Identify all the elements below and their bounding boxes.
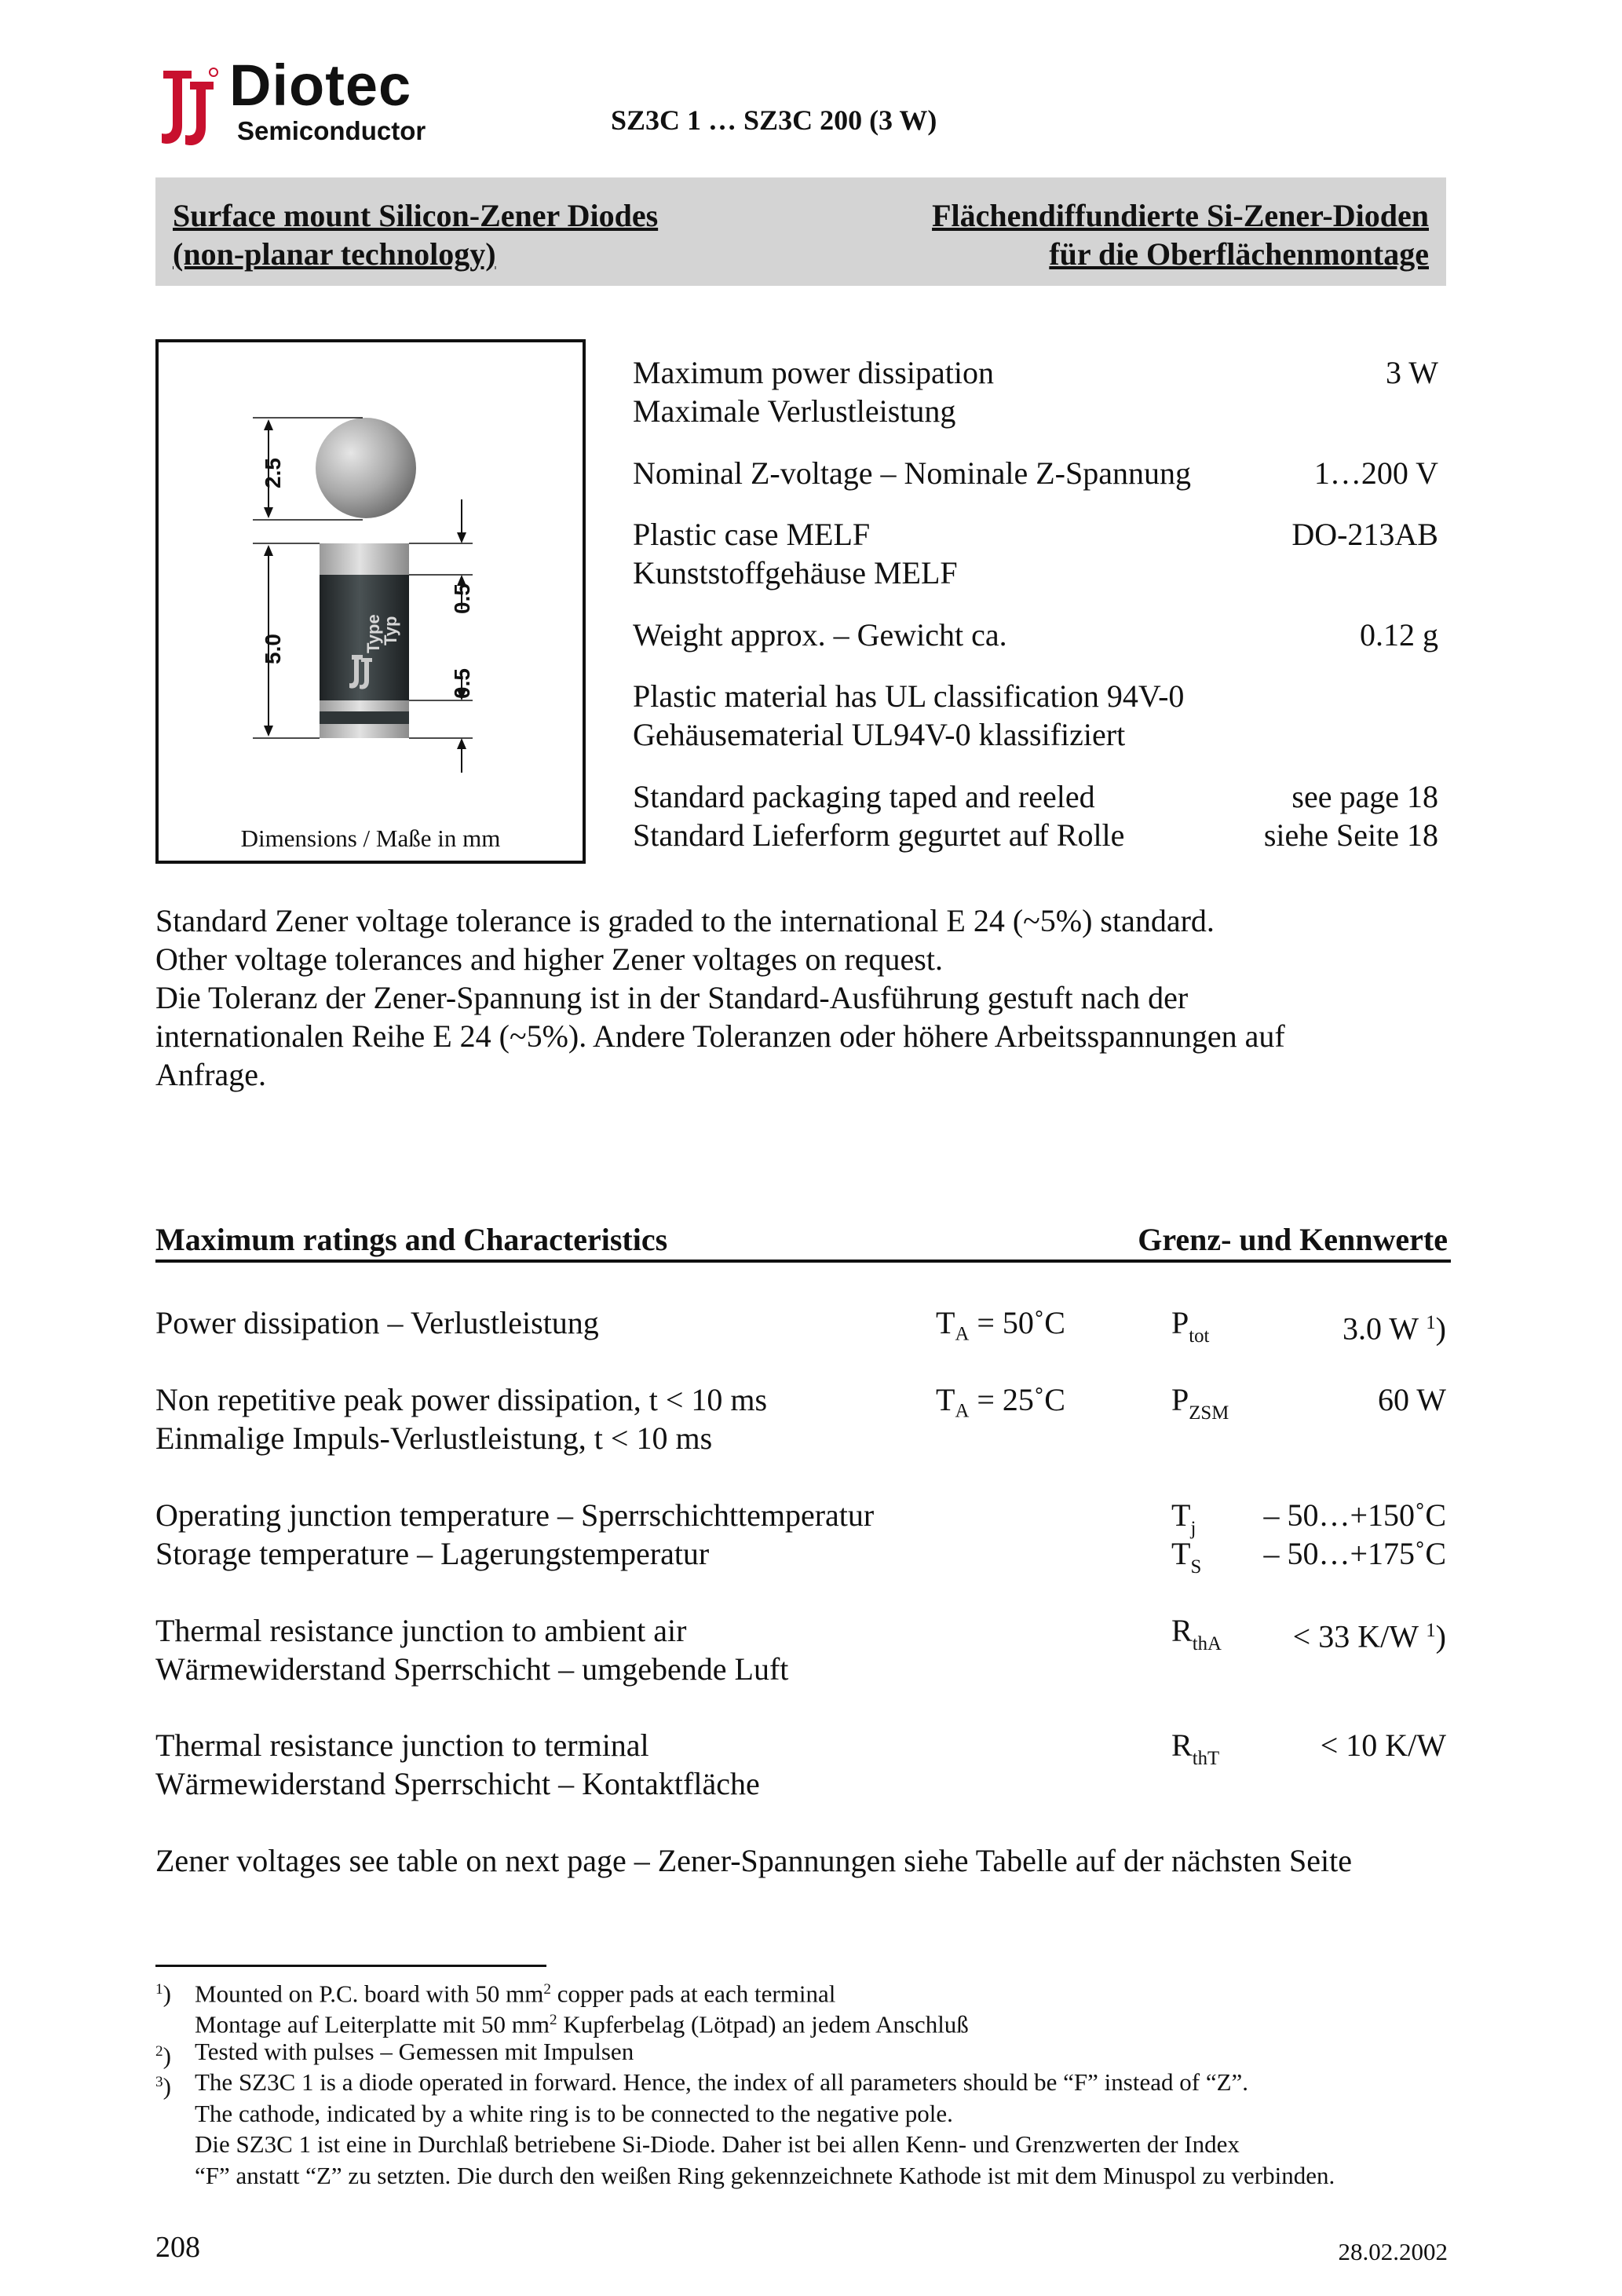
ratings-heading-de: Grenz- und Kennwerte bbox=[1138, 1222, 1448, 1257]
spec-packaging-value-en: see page 18 bbox=[1291, 779, 1438, 814]
dim-0-5-bottom: 0.5 bbox=[450, 668, 474, 699]
footnote-1-line-1: Mounted on P.C. board with 50 $mm^2$ copper pads at each terminal bbox=[195, 1980, 836, 2008]
spec-zvoltage-value: 1…200 V bbox=[1313, 455, 1438, 491]
footnote-3-line-3: Die SZ3C 1 ist eine in Durchlaß betriebene Si-Diode. Daher ist bei allen Kenn- und Grenzwerten der Index bbox=[195, 2130, 1240, 2158]
diotec-logo-icon bbox=[155, 64, 220, 149]
paragraph-line: Standard Zener voltage tolerance is graded to the international E 24 (~5%) standard. bbox=[155, 903, 1215, 938]
footnote-1-line-2: Montage auf Leiterplatte mit 50 $mm^2$ Kupferbelag (Lötpad) an jedem Anschluß bbox=[195, 2010, 969, 2038]
rating-symbol-power: $P_{tot}$ bbox=[1171, 1305, 1210, 1347]
spec-weight-value: 0.12 g bbox=[1360, 617, 1438, 653]
rating-symbol-storage-temp: $T_S$ bbox=[1171, 1536, 1202, 1578]
footnote-2-marker: $^2$) bbox=[155, 2042, 171, 2070]
dimension-drawing bbox=[155, 339, 586, 864]
banner-en-line-1: Surface mount Silicon-Zener Diodes bbox=[173, 198, 659, 233]
rating-desc-rth-ambient-de: Wärmewiderstand Sperrschicht – umgebende Luft bbox=[155, 1651, 789, 1687]
rating-desc-peak-power: Non repetitive peak power dissipation, t < 10 ms bbox=[155, 1382, 768, 1417]
page-number: 208 bbox=[155, 2231, 200, 2264]
paragraph-line: internationalen Reihe E 24 (~5%). Andere Toleranzen oder höhere Arbeitsspannungen auf bbox=[155, 1018, 1285, 1054]
banner-german bbox=[932, 196, 1429, 273]
top-cap bbox=[320, 543, 409, 575]
spec-packaging-label-de: Standard Lieferform gegurtet auf Rolle bbox=[633, 817, 1125, 853]
body-label-type: Type bbox=[363, 614, 383, 653]
paragraph-line: Other voltage tolerances and higher Zener voltages on request. bbox=[155, 941, 943, 977]
melf-package-drawing bbox=[159, 342, 583, 861]
footnote-3-marker: $^3$) bbox=[155, 2072, 171, 2100]
banner-de-line-2: für die Oberflächenmontage bbox=[1049, 236, 1429, 272]
document-title: SZ3C 1 … SZ3C 200 (3 W) bbox=[611, 104, 937, 136]
body-label-typ: Typ bbox=[381, 616, 400, 645]
dim-5-0: 5.0 bbox=[261, 634, 285, 664]
title-banner bbox=[155, 177, 1446, 286]
rating-desc-power: Power dissipation – Verlustleistung bbox=[155, 1305, 599, 1340]
rating-value-storage-temp: – 50…+175˚C bbox=[1263, 1536, 1446, 1571]
rating-desc-rth-terminal: Thermal resistance junction to terminal bbox=[155, 1727, 649, 1763]
spec-case-value: DO-213AB bbox=[1291, 517, 1438, 552]
footnote-2-line-1: Tested with pulses – Gemessen mit Impulsen bbox=[195, 2038, 634, 2065]
revision-date: 28.02.2002 bbox=[1338, 2238, 1448, 2265]
spec-power-label-de: Maximale Verlustleistung bbox=[633, 393, 956, 429]
rating-value-junction-temp: – 50…+150˚C bbox=[1263, 1497, 1446, 1533]
paragraph-line: Die Toleranz der Zener-Spannung ist in der Standard-Ausführung gestuft nach der bbox=[155, 980, 1189, 1015]
rating-symbol-peak-power: $P_{ZSM}$ bbox=[1171, 1382, 1229, 1424]
rating-value-power: 3.0 W $^1$) bbox=[1342, 1311, 1446, 1347]
footnote-3-line-4: “F” anstatt “Z” zu setzten. Die durch den weißen Ring gekennzeichnete Kathode ist mit dem Minuspol zu verbinden. bbox=[195, 2162, 1335, 2189]
rating-symbol-junction-temp: $T_j$ bbox=[1171, 1497, 1196, 1540]
footnote-3-line-1: The SZ3C 1 is a diode operated in forward. Hence, the index of all parameters should be “F” instead of “Z”. bbox=[195, 2068, 1249, 2096]
banner-en-line-2: (non-planar technology) bbox=[173, 236, 496, 272]
cathode-ring bbox=[320, 711, 409, 724]
brand-name: Diotec bbox=[229, 53, 412, 118]
rating-desc-junction-temp: Operating junction temperature – Sperrschichttemperatur bbox=[155, 1497, 875, 1533]
spec-case-label-en: Plastic case MELF bbox=[633, 517, 871, 552]
rating-value-peak-power: 60 W bbox=[1377, 1382, 1446, 1417]
paragraph-line: Anfrage. bbox=[155, 1057, 267, 1092]
footnote-1-marker: $^1$) bbox=[155, 1980, 171, 2008]
spec-packaging-value-de: siehe Seite 18 bbox=[1263, 817, 1438, 853]
spec-packaging-label-en: Standard packaging taped and reeled bbox=[633, 779, 1095, 814]
rating-desc-rth-terminal-de: Wärmewiderstand Sperrschicht – Kontaktfläche bbox=[155, 1766, 760, 1801]
rating-cond-peak-power: $T_A$ = 25˚C bbox=[936, 1382, 1065, 1422]
tolerance-paragraph bbox=[155, 901, 1490, 1094]
spec-zvoltage-label: Nominal Z-voltage – Nominale Z-Spannung bbox=[633, 455, 1191, 491]
ratings-divider bbox=[155, 1260, 1451, 1263]
rating-value-rth-ambient: < 33 K/W $^1$) bbox=[1292, 1618, 1446, 1654]
footnote-divider bbox=[155, 1965, 546, 1967]
rating-value-rth-terminal: < 10 K/W bbox=[1320, 1727, 1446, 1763]
rating-desc-rth-ambient: Thermal resistance junction to ambient air bbox=[155, 1613, 687, 1648]
zener-table-note: Zener voltages see table on next page – Zener-Spannungen siehe Tabelle auf der nächsten Seite bbox=[155, 1843, 1352, 1878]
rating-desc-peak-power-de: Einmalige Impuls-Verlustleistung, t < 10 ms bbox=[155, 1420, 713, 1456]
dimensions-caption: Dimensions / Maße in mm bbox=[240, 824, 501, 852]
banner-de-line-1: Flächendiffundierte Si-Zener-Dioden bbox=[932, 198, 1429, 233]
spec-power-label-en: Maximum power dissipation bbox=[633, 355, 994, 390]
footnote-3-line-2: The cathode, indicated by a white ring is to be connected to the negative pole. bbox=[195, 2100, 953, 2127]
rating-symbol-rth-terminal: $R_{thT}$ bbox=[1171, 1727, 1220, 1770]
dim-0-5-top: 0.5 bbox=[450, 583, 474, 614]
ratings-heading-en: Maximum ratings and Characteristics bbox=[155, 1222, 668, 1257]
rating-cond-power: $T_A$ = 50˚C bbox=[936, 1305, 1065, 1345]
spec-power-value: 3 W bbox=[1385, 355, 1438, 390]
end-view-sphere bbox=[316, 418, 416, 518]
spec-case-label-de: Kunststoffgehäuse MELF bbox=[633, 555, 958, 590]
brand-subtitle: Semiconductor bbox=[237, 116, 426, 145]
rating-desc-storage-temp: Storage temperature – Lagerungstemperatur bbox=[155, 1536, 710, 1571]
spec-weight-label: Weight approx. – Gewicht ca. bbox=[633, 617, 1007, 653]
spec-ul-label-de: Gehäusematerial UL94V-0 klassifiziert bbox=[633, 717, 1126, 752]
rating-symbol-rth-ambient: $R_{thA}$ bbox=[1171, 1613, 1222, 1655]
banner-english bbox=[173, 196, 658, 273]
spec-ul-label-en: Plastic material has UL classification 94V-0 bbox=[633, 678, 1185, 714]
dim-2-5: 2.5 bbox=[261, 458, 285, 488]
